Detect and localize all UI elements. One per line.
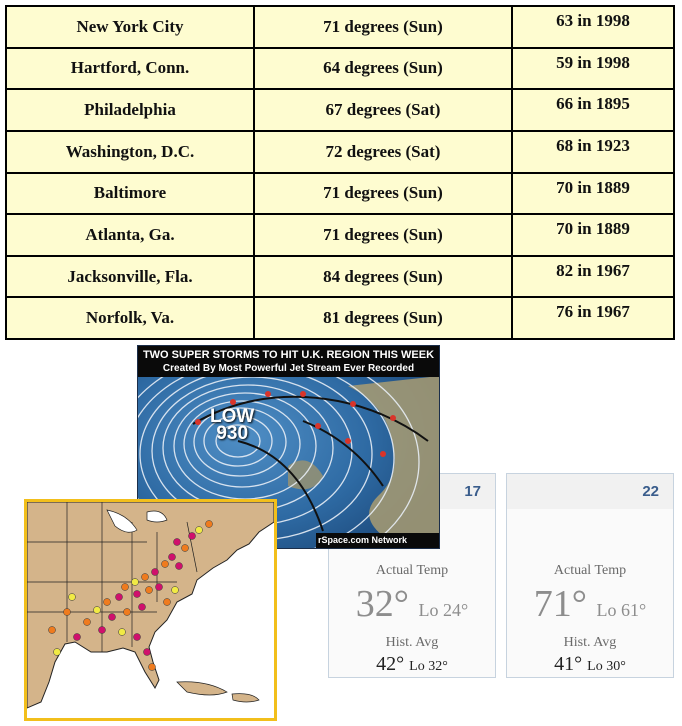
card-header xyxy=(507,474,673,509)
temp-cell: 81 degrees (Sun) xyxy=(254,297,512,339)
storm-title: TWO SUPER STORMS TO HIT U.K. REGION THIS WEEK xyxy=(142,349,435,361)
temp-cell: 72 degrees (Sat) xyxy=(254,131,512,173)
low-label: LOW xyxy=(210,406,255,427)
storm-credit: rSpace.com Network xyxy=(316,533,439,548)
temp-cell: 71 degrees (Sun) xyxy=(254,6,512,48)
table-row xyxy=(6,297,674,339)
temp-cell: 84 degrees (Sun) xyxy=(254,256,512,298)
city-cell: Washington, D.C. xyxy=(6,131,254,173)
temp-cell: 71 degrees (Sun) xyxy=(254,173,512,215)
card-day: 22 xyxy=(642,483,659,500)
table-row xyxy=(6,256,674,298)
card-day: 17 xyxy=(464,483,481,500)
table-row xyxy=(6,214,674,256)
storm-header-bar xyxy=(138,346,439,377)
temp-cell: 64 degrees (Sun) xyxy=(254,48,512,90)
actual-temp xyxy=(329,583,495,631)
temp-cell: 71 degrees (Sun) xyxy=(254,214,512,256)
table-row xyxy=(6,6,674,48)
actual-low: Lo 61° xyxy=(596,600,647,620)
city-cell: Hartford, Conn. xyxy=(6,48,254,90)
hist-low: Lo 30° xyxy=(587,659,626,674)
city-cell: Philadelphia xyxy=(6,89,254,131)
east-us-map xyxy=(27,502,274,718)
actual-temp-label: Actual Temp xyxy=(375,563,449,578)
weather-card xyxy=(506,473,674,678)
storm-subtitle: Created By Most Powerful Jet Stream Ever Recorded xyxy=(162,363,415,374)
hist-avg xyxy=(507,652,673,679)
table-row xyxy=(6,173,674,215)
records-table xyxy=(5,5,675,340)
table-row xyxy=(6,89,674,131)
actual-temp xyxy=(507,583,673,631)
temp-cell: 67 degrees (Sat) xyxy=(254,89,512,131)
hist-avg-label: Hist. Avg xyxy=(563,635,617,650)
city-cell: Jacksonville, Fla. xyxy=(6,256,254,298)
hist-avg-label: Hist. Avg xyxy=(385,635,439,650)
record-cell: 76 in 1967 xyxy=(512,297,674,339)
record-cell: 63 in 1998 xyxy=(512,6,674,48)
hist-high: 41° xyxy=(554,653,583,675)
table-row xyxy=(6,48,674,90)
city-cell: Atlanta, Ga. xyxy=(6,214,254,256)
hist-avg xyxy=(329,652,495,679)
city-cell: Baltimore xyxy=(6,173,254,215)
hist-high: 42° xyxy=(376,653,405,675)
record-cell: 82 in 1967 xyxy=(512,256,674,298)
record-temperature-map xyxy=(24,499,277,721)
record-cell: 66 in 1895 xyxy=(512,89,674,131)
record-cell: 59 in 1998 xyxy=(512,48,674,90)
record-cell: 68 in 1923 xyxy=(512,131,674,173)
low-pressure-value: 930 xyxy=(216,423,249,444)
city-cell: New York City xyxy=(6,6,254,48)
record-cell: 70 in 1889 xyxy=(512,214,674,256)
actual-temp-label: Actual Temp xyxy=(553,563,627,578)
low-pressure-label xyxy=(210,408,254,442)
actual-high: 32° xyxy=(355,583,409,625)
record-cell: 70 in 1889 xyxy=(512,173,674,215)
table-row xyxy=(6,131,674,173)
actual-high: 71° xyxy=(533,583,587,625)
city-cell: Norfolk, Va. xyxy=(6,297,254,339)
actual-low: Lo 24° xyxy=(418,600,469,620)
hist-low: Lo 32° xyxy=(409,659,448,674)
